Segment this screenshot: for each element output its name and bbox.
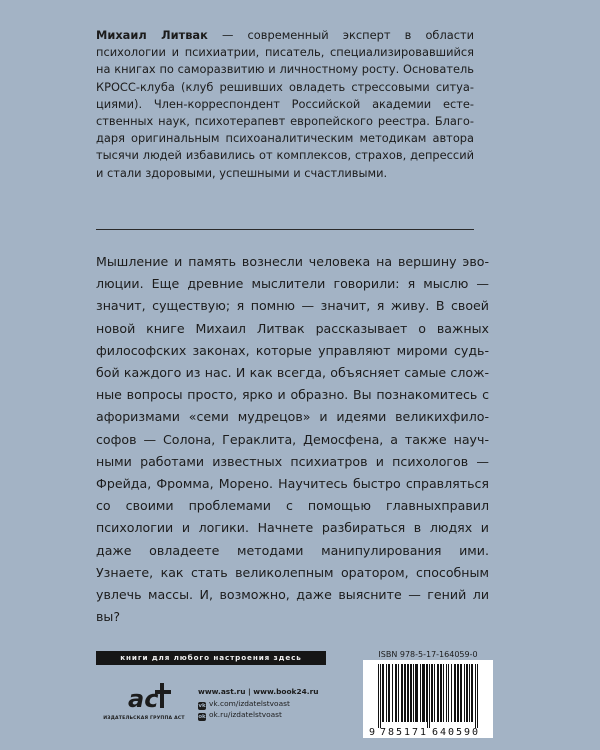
barcode-bar: [427, 664, 428, 728]
barcode-bar: [469, 664, 470, 722]
barcode-bar: [410, 664, 412, 722]
publisher-websites[interactable]: www.ast.ru | www.book24.ru: [198, 687, 319, 696]
barcode-bars: [378, 664, 478, 728]
publisher-logo: [98, 677, 190, 739]
barcode-bar: [457, 664, 459, 722]
barcode-bar: [464, 664, 465, 722]
isbn-digit-first: 9: [369, 727, 376, 738]
barcode-graphic: [363, 660, 493, 738]
barcode-bar: [477, 664, 478, 728]
barcode-bar: [431, 664, 433, 722]
barcode: [363, 660, 493, 738]
book-description: Мышление и память вознесли человека на вершину эволюции. Еще древние мыслители говорили: я мыслю — значит, существую; я помню — значит, я живу. В своей новой книге Михаил Литвак рассказывает о важных философских законах, которые управляют мироми судьбой каждого из нас. И как всегда, объясняет самые сложные вопросы просто, ярко и образно. Вы познакомитесь с афоризмами «семи мудрецов» и идеями великихфилософов — Солона, Гераклита, Демосфена, а также научными работами известных психиатров и психологов — Фрейда, Фромма, Морено. Научитесь быстро справляться со своими проблемами с помощью главныхправил психологии и логики. Начнете разбираться в людях и даже овладеете методами манипулирования ими. Узнаете, как стать великолепным оратором, способным увлечь массы. И, возможно, даже выясните — гений ли вы?: [96, 254, 489, 625]
barcode-bar: [386, 664, 387, 722]
vk-icon: vk: [198, 702, 206, 709]
barcode-bar: [422, 664, 425, 722]
barcode-bar: [451, 664, 452, 722]
barcode-bar: [420, 664, 421, 722]
svg-text:ас: ас: [128, 685, 159, 713]
barcode-bar: [413, 664, 414, 722]
barcode-bar: [475, 664, 476, 728]
author-name: Михаил Литвак: [96, 28, 208, 42]
publisher-caption: ИЗДАТЕЛЬСКАЯ ГРУППА АСТ: [103, 716, 185, 721]
barcode-bar: [380, 664, 381, 728]
barcode-bar: [440, 664, 442, 722]
section-divider: [96, 229, 474, 230]
barcode-bar: [378, 664, 379, 728]
barcode-bar: [392, 664, 393, 722]
barcode-bar: [388, 664, 390, 722]
barcode-bar: [446, 664, 447, 722]
ok-icon: ok: [198, 714, 206, 720]
author-bio: [96, 27, 474, 182]
barcode-bar: [448, 664, 449, 722]
barcode-bar: [407, 664, 409, 722]
barcode-bar: [437, 664, 439, 722]
barcode-bar: [401, 664, 403, 722]
ok-link[interactable]: [198, 709, 318, 721]
barcode-bar: [404, 664, 406, 722]
author-bio-text: — современный эксперт в области психологии и психиатрии, писатель, специализировавшийся на книгах по саморазвитию и личностному росту. Основатель КРОСС-клуба (клуб решивших овладеть стрессовыми ситуациями). Член-корреспондент Российской академии естественных наук, психотерапевт европейского реестра. Благодаря оригинальным психоаналитическим методикам автора тысячи людей избавились от комплексов, страхов, депрессий и стали здоровыми, успешными и счастливыми.: [96, 28, 475, 180]
barcode-bar: [398, 664, 399, 722]
isbn-label: ISBN 978-5-17-164059-0: [378, 650, 478, 659]
isbn-digits-group2: 640590: [432, 727, 478, 738]
barcode-bar: [429, 664, 430, 728]
vk-link[interactable]: [198, 698, 318, 710]
barcode-bar: [415, 664, 418, 722]
series-banner: книги для любого настроения здесь: [96, 651, 326, 665]
barcode-bar: [466, 664, 468, 722]
barcode-bar: [382, 664, 384, 722]
barcode-bar: [454, 664, 456, 722]
publisher-contacts: [198, 686, 318, 721]
barcode-bar: [471, 664, 473, 722]
barcode-bar: [434, 664, 435, 722]
barcode-bar: [443, 664, 444, 722]
barcode-bar: [460, 664, 462, 722]
ok-link-text: ok.ru/izdatelstvoast: [209, 710, 282, 719]
vk-link-text: vk.com/izdatelstvoast: [209, 698, 290, 708]
barcode-bar: [395, 664, 397, 722]
ast-logo-icon: [98, 677, 190, 717]
isbn-digits-group1: 785171: [380, 727, 426, 738]
